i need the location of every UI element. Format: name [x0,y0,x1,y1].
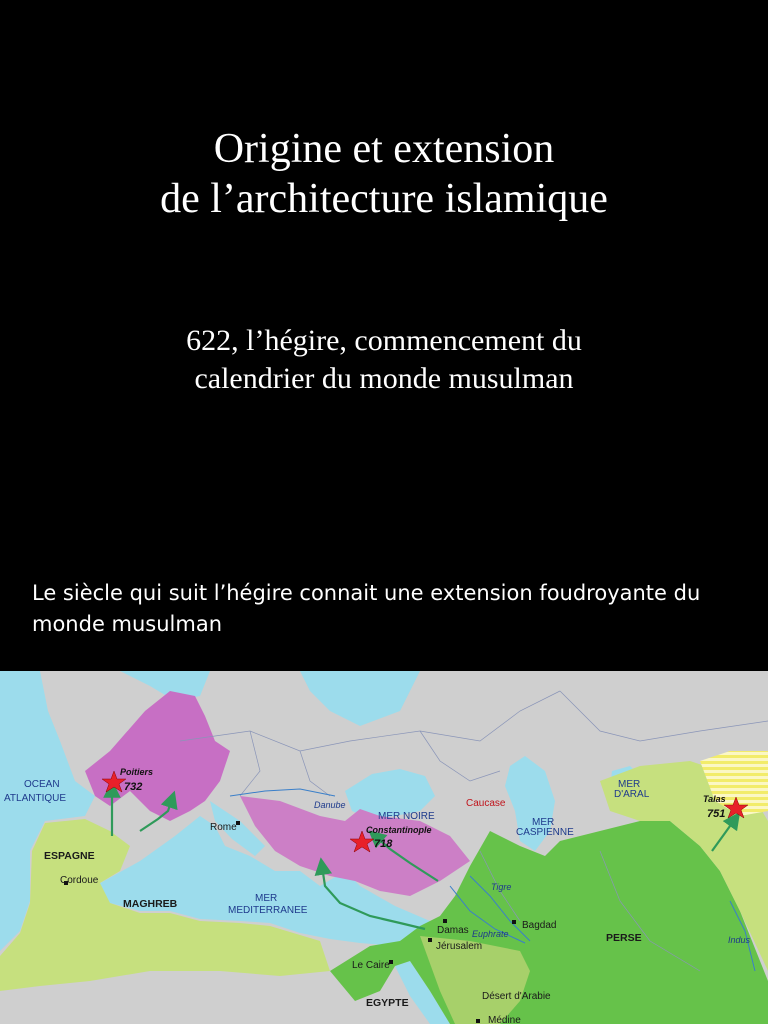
caption-line-2: monde musulman [32,612,223,636]
label-talas: Talas [703,794,726,804]
label-baghdad: Bagdad [522,920,557,931]
label-cairo: Le Caire [352,960,390,971]
label-medina: Médine [488,1015,521,1024]
label-cordoba: Cordoue [60,875,99,886]
medina-marker [476,1019,480,1023]
label-euphrates: Euphrate [472,929,509,939]
label-aral-1: MER [618,779,641,790]
label-aral-2: D'ARAL [614,789,650,800]
label-med-2: MEDITERRANEE [228,905,308,916]
label-poitiers-year: 732 [124,781,143,793]
slide-caption [32,578,752,640]
caption-line-1: Le siècle qui suit l’hégire connait une extension foudroyante du [32,581,701,605]
title-line-1: Origine et extension [213,126,555,172]
label-talas-year: 751 [707,808,726,820]
label-damascus: Damas [437,925,469,936]
jerusalem-marker [428,938,432,942]
label-caspian-1: MER [532,817,555,828]
title-line-2: de l’architecture islamique [160,176,608,222]
label-rome: Rome [210,822,237,833]
slide-subtitle [0,322,768,398]
label-caucasus: Caucase [466,798,506,809]
map-svg [0,671,768,1024]
slide-title [0,124,768,224]
label-poitiers: Poitiers [120,767,154,777]
label-caspian-2: CASPIENNE [516,827,574,838]
baghdad-marker [512,920,516,924]
label-jerusalem: Jérusalem [436,941,483,952]
label-spain: ESPAGNE [44,850,95,862]
subtitle-line-1: 622, l’hégire, commencement du [186,324,582,357]
subtitle-line-2: calendrier du monde musulman [194,362,574,395]
label-tigris: Tigre [491,882,512,892]
label-constantinople-year: 718 [374,838,393,850]
label-black-sea: MER NOIRE [378,811,435,822]
label-maghreb: MAGHREB [123,898,178,910]
label-arabian-desert: Désert d'Arabie [482,991,551,1002]
damascus-marker [443,919,447,923]
label-indus: Indus [728,935,751,945]
label-danube: Danube [314,800,346,810]
label-egypt: EGYPTE [366,997,409,1009]
label-persia: PERSE [606,932,642,944]
label-atlantic: ATLANTIQUE [4,793,67,804]
label-med-1: MER [255,893,278,904]
expansion-map [0,671,768,1024]
label-constantinople: Constantinople [366,825,432,835]
label-ocean: OCEAN [24,779,60,790]
